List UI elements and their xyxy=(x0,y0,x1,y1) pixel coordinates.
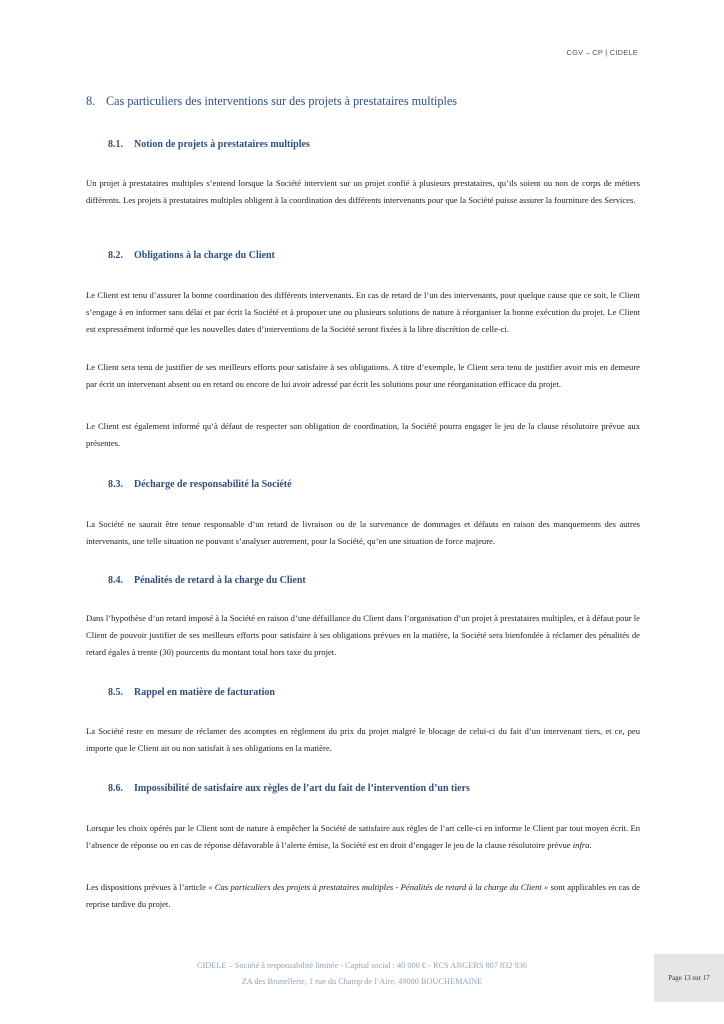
footer-address: ZA des Brunellerie, 1 rue du Champ de l’Aire, 49080 BOUCHEMAINE xyxy=(241,977,483,986)
subsection-title: Impossibilité de satisfaire aux règles de l’art du fait de l’intervention d’un tiers xyxy=(134,783,470,794)
subsection-heading-8-5 xyxy=(108,687,275,698)
paragraph-8-6-b xyxy=(86,879,640,913)
subsection-heading-8-6 xyxy=(108,783,470,794)
subsection-number: 8.4. xyxy=(108,575,123,586)
paragraph-8-2-c: Le Client est également informé qu’à défaut de respecter son obligation de coordination, la Société pourra engager le jeu de la clause résolutoire prévue aux présentes. xyxy=(86,421,640,448)
paragraph-8-2-b: Le Client sera tenu de justifier de ses meilleurs efforts pour satisfaire à ses obligations. A titre d’exemple, le Client sera tenu de justifier avoir mis en demeure par écrit un intervenant absent ou en retard ou encore de lui avoir adressé par écrit les solutions pour une réorganisation efficace du projet. xyxy=(86,362,640,389)
paragraph-italic-text: infra xyxy=(572,840,590,850)
subsection-number: 8.6. xyxy=(108,783,123,794)
paragraph-8-4: Dans l’hypothèse d’un retard imposé à la Société en raison d’une défaillance du Client dans l’organisation d’un projet à prestataires multiples, et à défaut pour le Client de pouvoir justifier de ses meilleurs efforts pour satisfaire à ses obligations prévues en la matière, la Société sera bienfondée à réclamer des pénalités de retard égales à trente (30) pourcents du montant total hors taxe du projet. xyxy=(86,613,640,657)
subsection-title: Pénalités de retard à la charge du Client xyxy=(134,575,306,586)
document-header-tag: CGV – CP | CIDELE xyxy=(566,48,638,57)
subsection-number: 8.2. xyxy=(108,250,123,261)
section-number: 8. xyxy=(86,94,96,108)
paragraph-8-5: La Société reste en mesure de réclamer des acomptes en règlement du prix du projet malgré le blocage de celui-ci du fait d’un intervenant tiers, et ce, peu importe que le Client ait ou non satisfait à ses obligations en la matière. xyxy=(86,726,640,753)
subsection-number: 8.5. xyxy=(108,687,123,698)
subsection-heading-8-4 xyxy=(108,575,306,586)
subsection-heading-8-3 xyxy=(108,479,292,490)
paragraph-text: sont applicables en cas de reprise tardive du projet. xyxy=(86,882,640,909)
paragraph-8-3: La Société ne saurait être tenue responsable d’un retard de livraison ou de la survenance de dommages et défauts en raison des manquements des autres intervenants, une telle situation ne pouvant s’analyser autrement, pour la Société, qu’en une situation de force majeure. xyxy=(86,519,640,546)
paragraph-text: Les dispositions prévues à l’article xyxy=(86,882,209,892)
subsection-title: Notion de projets à prestataires multiples xyxy=(134,139,310,150)
paragraph-text: Lorsque les choix opérés par le Client sont de nature à empêcher la Société de satisfaire aux règles de l’art celle-ci en informe le Client par tout moyen écrit. En l’absence de réponse ou en cas de réponse défavorable à l’alerte émise, la Société est en droit d’engager le jeu de la clause résolutoire prévue xyxy=(86,823,640,850)
paragraph-text: . xyxy=(589,840,592,850)
paragraph-italic-text: « Cas particuliers des projets à prestataires multiples - Pénalités de retard à la charge du Client » xyxy=(208,882,549,892)
subsection-title: Obligations à la charge du Client xyxy=(134,250,275,261)
subsection-title: Rappel en matière de facturation xyxy=(134,687,275,698)
subsection-number: 8.3. xyxy=(108,479,123,490)
paragraph-8-2-a: Le Client est tenu d’assurer la bonne coordination des différents intervenants. En cas de retard de l’un des intervenants, pour quelque cause que ce soit, le Client s’engage à en informer sans délai et par écrit la Société et à proposer une ou plusieurs solutions de nature à réorganiser la bonne exécution du projet. Le Client est expressément informé que les nouvelles dates d’interventions de la Société seront fixées à la libre discrétion de celle-ci. xyxy=(86,290,640,334)
paragraph-8-6-a xyxy=(86,820,640,854)
subsection-number: 8.1. xyxy=(108,139,123,150)
subsection-heading-8-1 xyxy=(108,139,310,150)
page-number-box xyxy=(654,954,724,1002)
paragraph-8-1: Un projet à prestataires multiples s’entend lorsque la Société intervient sur un projet confié à plusieurs prestataires, qu’ils soient ou non de corps de métiers différents. Les projets à prestataires multiples obligent à la coordination des différents intervenants pour que la Société puisse assurer la fourniture des Services. xyxy=(86,178,640,205)
page-number: Page 13 sur 17 xyxy=(668,974,710,982)
footer-company-info: CIDELE – Société à responsabilité limitée - Capital social : 40 000 € - RCS ANGERS 807 832 936 xyxy=(197,961,527,970)
section-title: Cas particuliers des interventions sur des projets à prestataires multiples xyxy=(106,94,457,108)
subsection-heading-8-2 xyxy=(108,250,275,261)
section-heading xyxy=(86,94,457,109)
subsection-title: Décharge de responsabilité la Société xyxy=(134,479,292,490)
